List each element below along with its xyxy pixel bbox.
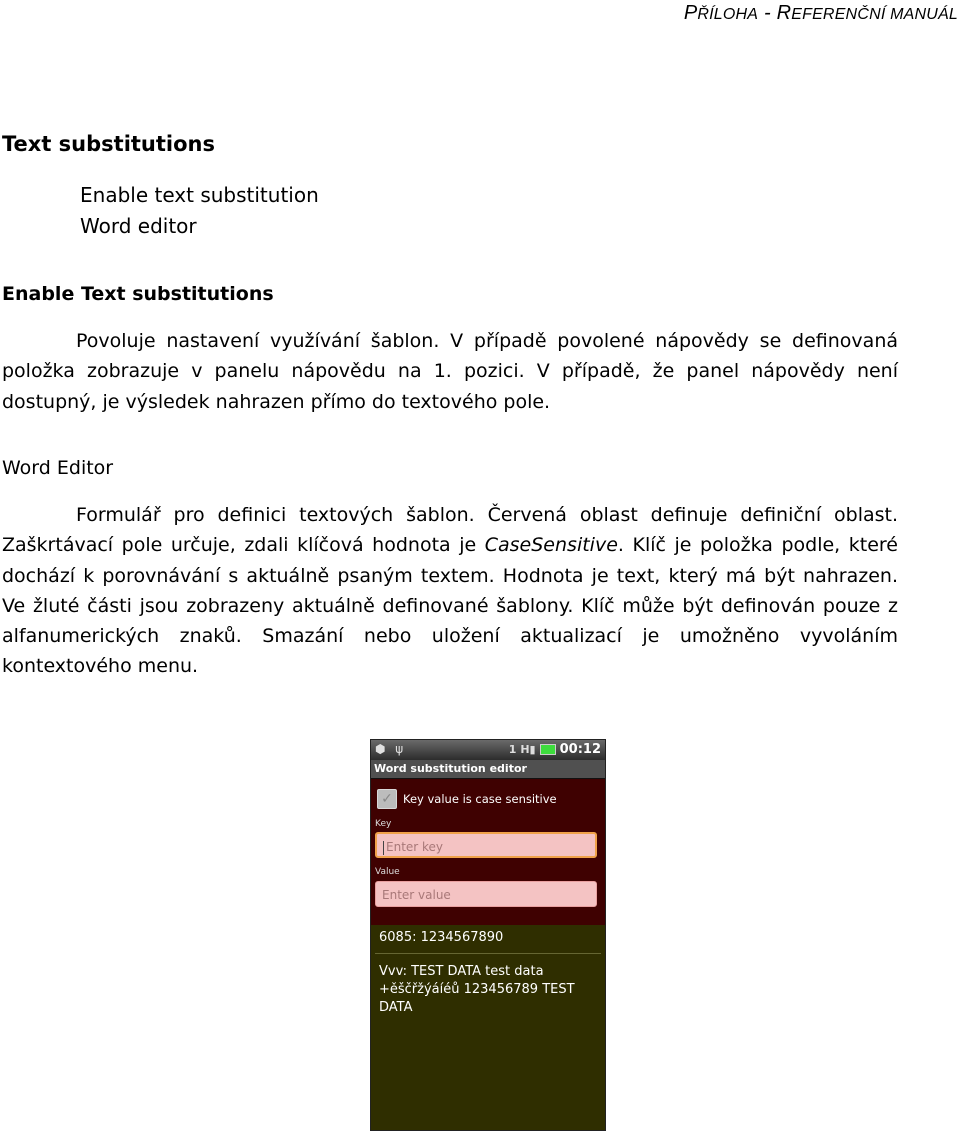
header-part2-cap: R: [776, 2, 792, 24]
templates-area: [371, 925, 605, 1130]
word-editor-text-italic: CaseSensitive: [484, 534, 618, 557]
enable-paragraph-text: Povoluje nastavení využívání šablon. V případě povolené nápovědy se definovaná položka zobrazuje v panelu nápovědu na 1. pozici. V případě, že panel nápovědy není dostupný, je výsledek nahrazen přímo do textového pole.: [2, 330, 898, 413]
status-time: 00:12: [559, 742, 601, 757]
header-separator: -: [758, 2, 777, 24]
status-right: [509, 742, 601, 757]
value-input[interactable]: [375, 881, 597, 907]
battery-icon: [540, 744, 556, 755]
entry-divider: [375, 953, 601, 954]
case-sensitive-checkbox[interactable]: ✓: [377, 789, 397, 809]
section-item-word-editor: Word editor: [80, 214, 197, 238]
key-placeholder: Enter key: [386, 840, 444, 854]
signal-icon: H▮: [520, 743, 536, 756]
word-editor-text-part1: Formulář pro definici textových šablon. Červená oblast definuje definiční oblast. Zaškrtávací pole určuje, zdali klíčová hodnota je: [2, 504, 898, 557]
word-editor-paragraph: [2, 500, 898, 682]
definition-area: [371, 779, 605, 925]
word-editor-heading: Word Editor: [2, 457, 114, 479]
key-input[interactable]: [375, 832, 597, 858]
header-part1-rest: ŘÍLOHA: [697, 6, 759, 23]
header-part2-rest: EFERENČNÍ MANUÁL: [791, 6, 958, 23]
enable-paragraph: [2, 326, 898, 417]
page-header: [684, 2, 958, 25]
case-sensitive-label: Key value is case sensitive: [403, 792, 557, 806]
value-label: Value: [375, 867, 400, 877]
enable-heading: Enable Text substitutions: [2, 283, 274, 305]
word-editor-text-part2: . Klíč je položka podle, které dochází k porovnávání s aktuálně psaným textem. Hodnota je text, který má být nahrazen. Ve žluté části jsou zobrazeny aktuálně definované šablony. Klíč může být definován pouze z alfanumerických znaků. Smazání nebo uložení aktualizací je umožněno vyvoláním kontextového menu.: [2, 534, 898, 678]
case-sensitive-row[interactable]: [377, 789, 557, 809]
key-label: Key: [375, 819, 392, 829]
value-placeholder: Enter value: [382, 888, 451, 902]
text-cursor: [383, 841, 384, 855]
app-title: Word substitution editor: [371, 760, 605, 779]
header-part1-cap: P: [683, 2, 698, 24]
section-item-enable: Enable text substitution: [80, 183, 319, 207]
template-entry[interactable]: 6085: 1234567890: [379, 930, 504, 945]
status-bar: [371, 740, 605, 760]
status-left-icons: ⬢ ψ: [375, 742, 407, 756]
phone-screenshot: [370, 739, 606, 1131]
template-entry[interactable]: Vvv: TEST DATA test data +ěščřžýáíéů 123456789 TEST DATA: [379, 964, 575, 1015]
sim-indicator: 1: [508, 743, 517, 756]
section-title: Text substitutions: [2, 132, 215, 156]
